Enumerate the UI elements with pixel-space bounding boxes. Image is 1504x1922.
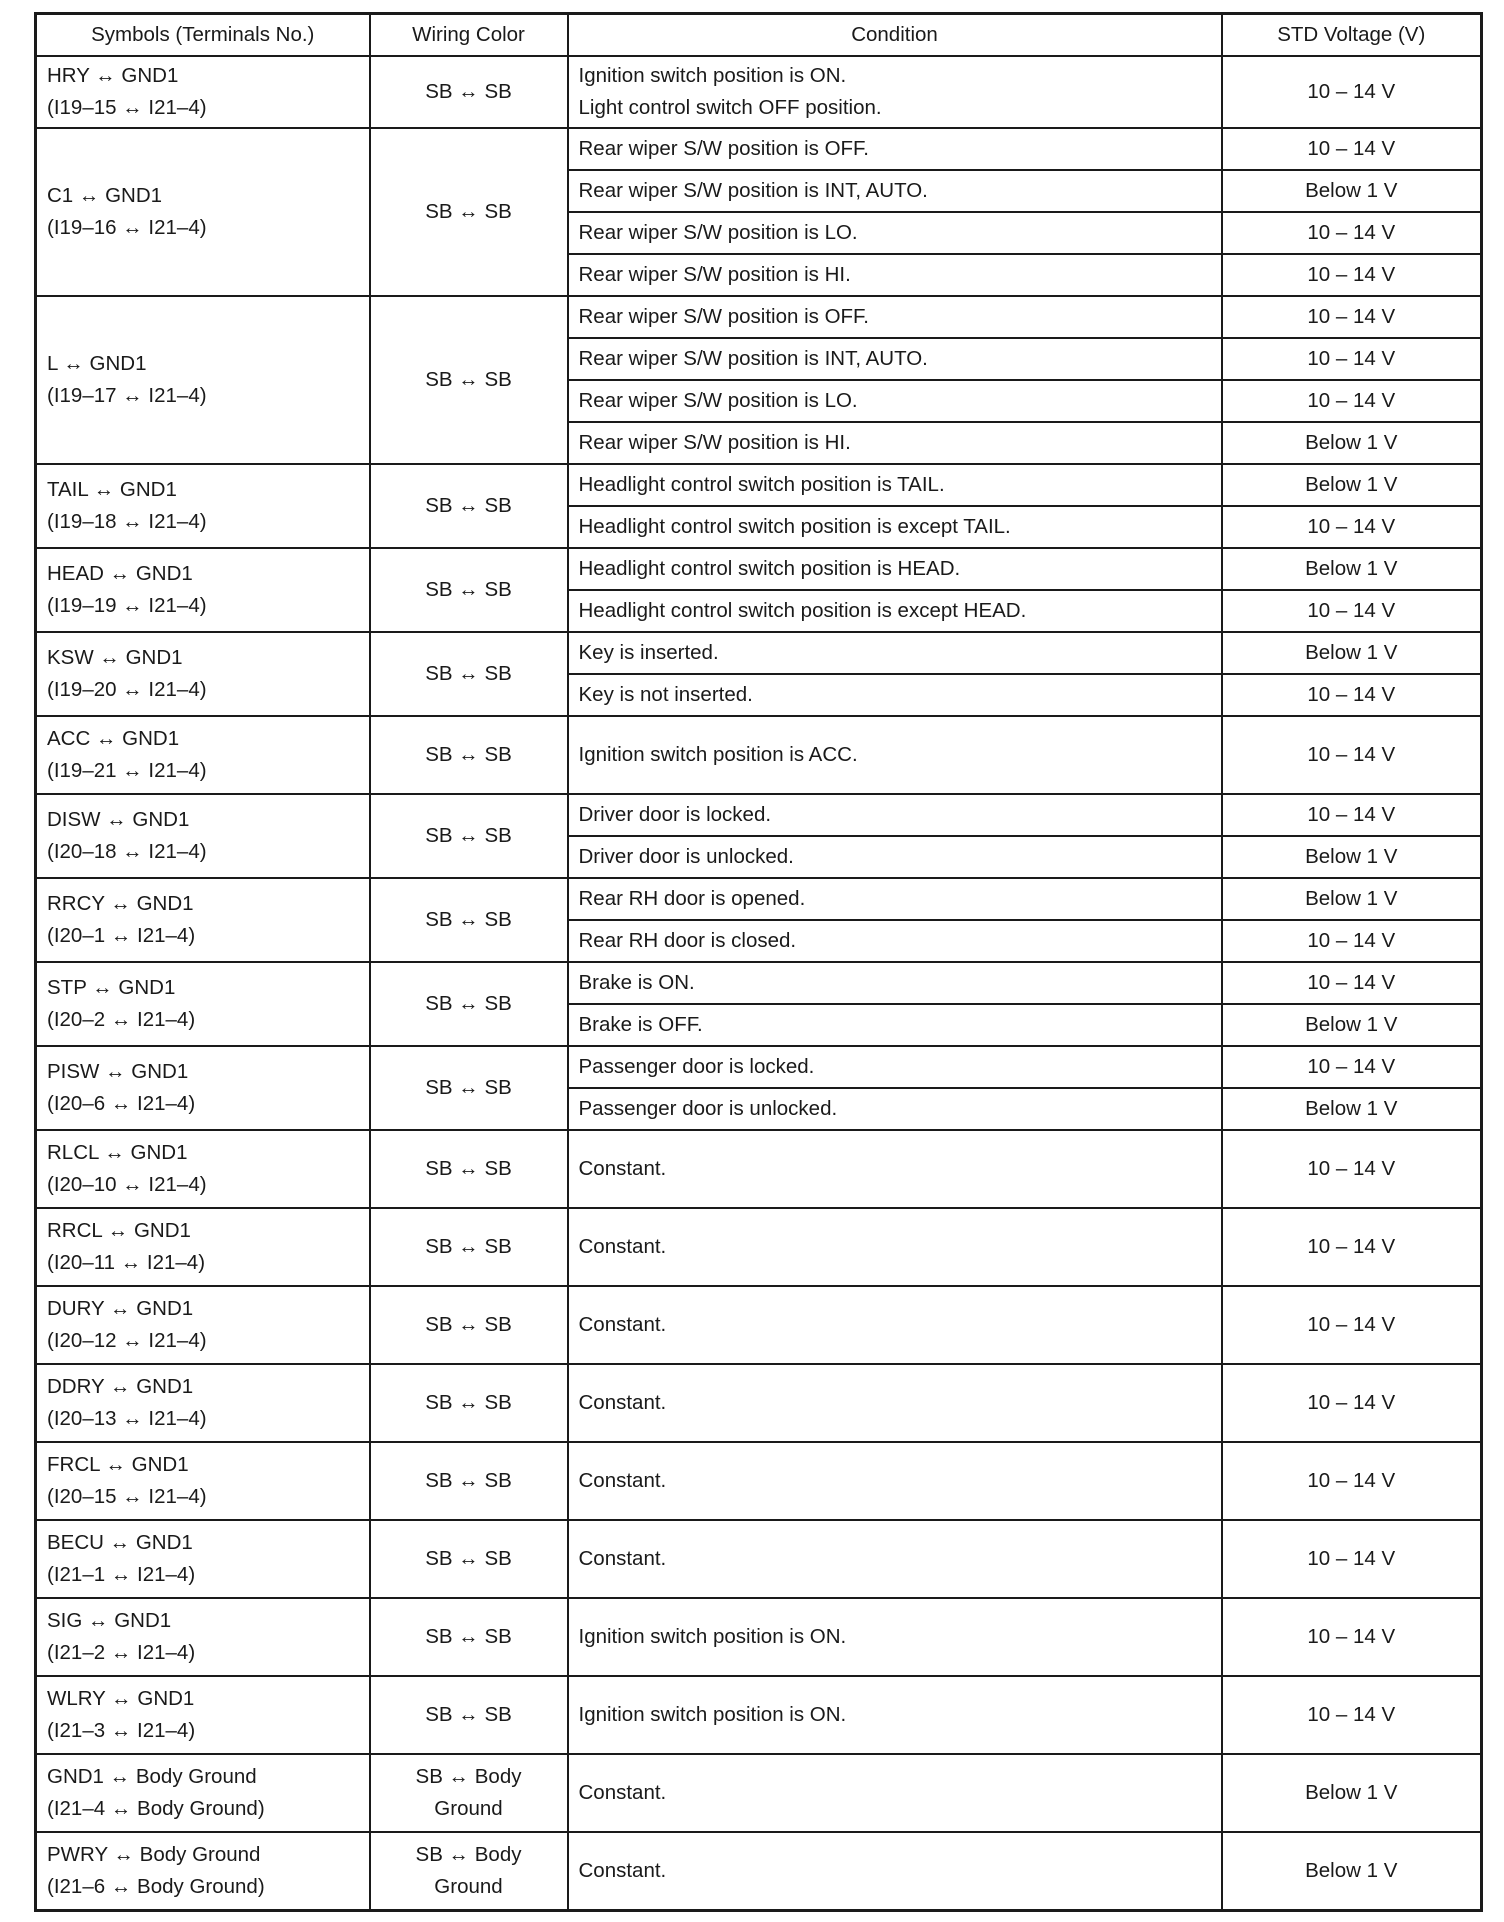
condition-text: Headlight control switch position is except TAIL. <box>578 515 1011 538</box>
table-row <box>36 464 1482 506</box>
table-row <box>36 1130 1482 1208</box>
symbol-cell <box>36 962 370 1046</box>
symbol-cell <box>36 548 370 632</box>
std-voltage-cell: Below 1 V <box>1222 878 1482 920</box>
table-row <box>36 128 1482 170</box>
table-row <box>36 716 1482 794</box>
condition-cell <box>568 632 1222 674</box>
symbol-name: L ↔ GND1 <box>47 352 147 375</box>
wiring-color-cell <box>370 1442 568 1520</box>
symbol-cell <box>36 1676 370 1754</box>
table-row <box>36 1676 1482 1754</box>
header-wiring-color: Wiring Color <box>370 14 568 57</box>
condition-text: Passenger door is locked. <box>578 1055 815 1078</box>
wiring-color-text: Ground <box>434 1874 503 1898</box>
std-voltage-cell: 10 – 14 V <box>1222 380 1482 422</box>
condition-cell <box>568 1520 1222 1598</box>
wiring-color-text: SB ↔ SB <box>425 368 512 391</box>
header-std-voltage: STD Voltage (V) <box>1222 14 1482 57</box>
std-voltage-cell: 10 – 14 V <box>1222 1364 1482 1442</box>
std-voltage-cell: 10 – 14 V <box>1222 1520 1482 1598</box>
terminal-numbers: (I19–16 ↔ I21–4) <box>47 216 207 239</box>
std-voltage-cell: Below 1 V <box>1222 1754 1482 1832</box>
std-voltage-cell: 10 – 14 V <box>1222 794 1482 836</box>
symbol-name: RRCL ↔ GND1 <box>47 1219 191 1242</box>
terminal-numbers: (I20–18 ↔ I21–4) <box>47 840 207 863</box>
condition-cell <box>568 962 1222 1004</box>
symbol-name: HRY ↔ GND1 <box>47 64 179 87</box>
symbol-name: TAIL ↔ GND1 <box>47 478 177 501</box>
std-voltage-cell: 10 – 14 V <box>1222 962 1482 1004</box>
symbol-cell <box>36 56 370 128</box>
symbol-cell <box>36 878 370 962</box>
wiring-color-text: SB ↔ SB <box>425 578 512 601</box>
std-voltage-cell: 10 – 14 V <box>1222 506 1482 548</box>
condition-text: Rear wiper S/W position is HI. <box>578 263 851 286</box>
condition-cell <box>568 128 1222 170</box>
std-voltage-cell: 10 – 14 V <box>1222 128 1482 170</box>
wiring-color-cell <box>370 1286 568 1364</box>
condition-cell <box>568 56 1222 128</box>
symbol-name: STP ↔ GND1 <box>47 976 176 999</box>
std-voltage-cell: 10 – 14 V <box>1222 590 1482 632</box>
wiring-color-cell <box>370 548 568 632</box>
wiring-color-text: SB ↔ SB <box>425 1469 512 1492</box>
terminal-numbers: (I20–6 ↔ I21–4) <box>47 1092 196 1115</box>
table-body <box>36 56 1482 1910</box>
wiring-color-cell <box>370 1520 568 1598</box>
symbol-cell <box>36 1754 370 1832</box>
wiring-color-cell <box>370 296 568 464</box>
wiring-color-text: Ground <box>434 1797 503 1820</box>
wiring-color-text: SB ↔ SB <box>425 1703 512 1726</box>
std-voltage-cell: 10 – 14 V <box>1222 1130 1482 1208</box>
wiring-color-cell <box>370 1598 568 1676</box>
table-row <box>36 1754 1482 1832</box>
condition-text: Brake is OFF. <box>578 1013 703 1036</box>
condition-cell <box>568 836 1222 878</box>
terminal-numbers: (I20–15 ↔ I21–4) <box>47 1485 207 1508</box>
condition-text: Ignition switch position is ON. <box>578 64 847 87</box>
wiring-color-cell <box>370 632 568 716</box>
symbol-name: ACC ↔ GND1 <box>47 727 180 750</box>
std-voltage-cell: 10 – 14 V <box>1222 338 1482 380</box>
symbol-name: FRCL ↔ GND1 <box>47 1453 189 1476</box>
symbol-cell <box>36 632 370 716</box>
std-voltage-cell: 10 – 14 V <box>1222 1598 1482 1676</box>
condition-text: Ignition switch position is ON. <box>578 1625 847 1648</box>
std-voltage-cell: 10 – 14 V <box>1222 674 1482 716</box>
wiring-color-text: SB ↔ SB <box>425 1547 512 1570</box>
condition-cell <box>568 794 1222 836</box>
wiring-color-text: SB ↔ SB <box>425 1313 512 1336</box>
terminal-numbers: (I19–19 ↔ I21–4) <box>47 594 207 617</box>
condition-text: Rear wiper S/W position is INT, AUTO. <box>578 347 928 370</box>
wiring-color-text: SB ↔ SB <box>425 1391 512 1414</box>
terminal-numbers: (I21–1 ↔ I21–4) <box>47 1563 196 1586</box>
wiring-color-text: SB ↔ SB <box>425 80 512 103</box>
condition-text: Rear wiper S/W position is LO. <box>578 389 858 412</box>
std-voltage-cell: Below 1 V <box>1222 1004 1482 1046</box>
terminal-numbers: (I19–17 ↔ I21–4) <box>47 384 207 407</box>
terminal-numbers: (I20–13 ↔ I21–4) <box>47 1407 207 1430</box>
std-voltage-cell: 10 – 14 V <box>1222 296 1482 338</box>
wiring-color-text: SB ↔ Body <box>415 1765 522 1788</box>
wiring-color-text: SB ↔ SB <box>425 908 512 931</box>
condition-cell <box>568 1754 1222 1832</box>
std-voltage-cell: 10 – 14 V <box>1222 212 1482 254</box>
symbol-name: BECU ↔ GND1 <box>47 1531 193 1554</box>
condition-text: Rear wiper S/W position is OFF. <box>578 137 869 160</box>
condition-cell <box>568 1832 1222 1910</box>
symbol-name: SIG ↔ GND1 <box>47 1609 172 1632</box>
condition-cell <box>568 1442 1222 1520</box>
condition-text: Constant. <box>578 1858 667 1882</box>
wiring-color-text: SB ↔ SB <box>425 992 512 1015</box>
std-voltage-cell: Below 1 V <box>1222 170 1482 212</box>
terminal-numbers: (I19–15 ↔ I21–4) <box>47 96 207 119</box>
symbol-cell <box>36 464 370 548</box>
condition-text: Headlight control switch position is TAIL. <box>578 473 945 496</box>
symbol-name: RLCL ↔ GND1 <box>47 1141 188 1164</box>
symbol-name: DISW ↔ GND1 <box>47 808 190 831</box>
std-voltage-cell: 10 – 14 V <box>1222 920 1482 962</box>
condition-text: Key is not inserted. <box>578 683 753 706</box>
wiring-color-cell <box>370 1208 568 1286</box>
condition-text: Rear wiper S/W position is INT, AUTO. <box>578 179 928 202</box>
wiring-color-text: SB ↔ SB <box>425 494 512 517</box>
condition-text: Rear wiper S/W position is OFF. <box>578 305 869 328</box>
wiring-color-cell <box>370 716 568 794</box>
condition-cell <box>568 716 1222 794</box>
std-voltage-cell: Below 1 V <box>1222 548 1482 590</box>
symbol-cell <box>36 1286 370 1364</box>
terminal-numbers: (I19–18 ↔ I21–4) <box>47 510 207 533</box>
table-row <box>36 56 1482 128</box>
symbol-cell <box>36 128 370 296</box>
std-voltage-cell: Below 1 V <box>1222 836 1482 878</box>
table-row <box>36 962 1482 1004</box>
wiring-color-cell <box>370 128 568 296</box>
terminal-numbers: (I20–12 ↔ I21–4) <box>47 1329 207 1352</box>
symbol-name: WLRY ↔ GND1 <box>47 1687 195 1710</box>
symbol-cell <box>36 1442 370 1520</box>
terminal-numbers: (I20–2 ↔ I21–4) <box>47 1008 196 1031</box>
terminal-numbers: (I20–10 ↔ I21–4) <box>47 1173 207 1196</box>
wiring-color-cell <box>370 1046 568 1130</box>
condition-text: Passenger door is unlocked. <box>578 1097 838 1120</box>
condition-text: Ignition switch position is ON. <box>578 1703 847 1726</box>
wiring-color-cell <box>370 1754 568 1832</box>
terminal-numbers: (I20–1 ↔ I21–4) <box>47 924 196 947</box>
condition-text: Rear wiper S/W position is LO. <box>578 221 858 244</box>
table-row <box>36 1598 1482 1676</box>
condition-text: Key is inserted. <box>578 641 719 664</box>
wiring-color-cell <box>370 464 568 548</box>
terminal-numbers: (I19–21 ↔ I21–4) <box>47 759 207 782</box>
std-voltage-cell: 10 – 14 V <box>1222 1046 1482 1088</box>
condition-text: Ignition switch position is ACC. <box>578 743 858 766</box>
condition-cell <box>568 590 1222 632</box>
terminal-numbers: (I21–3 ↔ I21–4) <box>47 1719 196 1742</box>
table-row <box>36 1832 1482 1910</box>
condition-cell <box>568 1364 1222 1442</box>
condition-text: Constant. <box>578 1313 667 1336</box>
symbol-name: PISW ↔ GND1 <box>47 1060 189 1083</box>
condition-text: Light control switch OFF position. <box>578 96 882 119</box>
condition-cell <box>568 1046 1222 1088</box>
std-voltage-cell: 10 – 14 V <box>1222 1442 1482 1520</box>
condition-text: Driver door is unlocked. <box>578 845 794 868</box>
table-row <box>36 1520 1482 1598</box>
table-row <box>36 548 1482 590</box>
condition-cell <box>568 212 1222 254</box>
symbol-name: DURY ↔ GND1 <box>47 1297 194 1320</box>
table-row <box>36 1286 1482 1364</box>
std-voltage-cell: Below 1 V <box>1222 1088 1482 1130</box>
condition-cell <box>568 380 1222 422</box>
condition-cell <box>568 1004 1222 1046</box>
wiring-color-text: SB ↔ Body <box>415 1842 522 1866</box>
std-voltage-cell: 10 – 14 V <box>1222 1676 1482 1754</box>
terminal-numbers: (I19–20 ↔ I21–4) <box>47 678 207 701</box>
table-row <box>36 1046 1482 1088</box>
terminal-numbers: (I21–6 ↔ Body Ground) <box>47 1874 265 1898</box>
condition-cell <box>568 422 1222 464</box>
std-voltage-cell: 10 – 14 V <box>1222 254 1482 296</box>
std-voltage-cell: Below 1 V <box>1222 632 1482 674</box>
table-row <box>36 1208 1482 1286</box>
symbol-cell <box>36 296 370 464</box>
header-symbols: Symbols (Terminals No.) <box>36 14 370 57</box>
condition-cell <box>568 1676 1222 1754</box>
condition-cell <box>568 338 1222 380</box>
table-row <box>36 1364 1482 1442</box>
condition-cell <box>568 464 1222 506</box>
table-row <box>36 878 1482 920</box>
table-row <box>36 632 1482 674</box>
condition-cell <box>568 1598 1222 1676</box>
wiring-color-cell <box>370 1364 568 1442</box>
condition-cell <box>568 1286 1222 1364</box>
terminal-numbers: (I21–2 ↔ I21–4) <box>47 1641 196 1664</box>
condition-text: Headlight control switch position is except HEAD. <box>578 599 1027 622</box>
wiring-color-text: SB ↔ SB <box>425 662 512 685</box>
condition-cell <box>568 170 1222 212</box>
wiring-color-text: SB ↔ SB <box>425 743 512 766</box>
condition-cell <box>568 1208 1222 1286</box>
symbol-cell <box>36 794 370 878</box>
symbol-cell <box>36 1364 370 1442</box>
table-row <box>36 794 1482 836</box>
wiring-color-cell <box>370 1676 568 1754</box>
symbol-cell <box>36 1598 370 1676</box>
wiring-color-text: SB ↔ SB <box>425 824 512 847</box>
header-row <box>36 14 1482 57</box>
wiring-color-cell <box>370 878 568 962</box>
symbol-name: HEAD ↔ GND1 <box>47 562 193 585</box>
condition-cell <box>568 920 1222 962</box>
condition-text: Driver door is locked. <box>578 803 772 826</box>
wiring-color-text: SB ↔ SB <box>425 1235 512 1258</box>
symbol-cell <box>36 1130 370 1208</box>
condition-cell <box>568 1088 1222 1130</box>
wiring-color-text: SB ↔ SB <box>425 1076 512 1099</box>
symbol-name: RRCY ↔ GND1 <box>47 892 194 915</box>
condition-text: Constant. <box>578 1469 667 1492</box>
symbol-cell <box>36 1046 370 1130</box>
symbol-cell <box>36 1832 370 1910</box>
table-row <box>36 1442 1482 1520</box>
terminal-numbers: (I20–11 ↔ I21–4) <box>47 1251 206 1274</box>
std-voltage-cell: Below 1 V <box>1222 464 1482 506</box>
std-voltage-cell: Below 1 V <box>1222 1832 1482 1910</box>
condition-text: Constant. <box>578 1781 667 1804</box>
wiring-color-cell <box>370 794 568 878</box>
condition-text: Constant. <box>578 1235 667 1258</box>
condition-cell <box>568 506 1222 548</box>
symbol-cell <box>36 1520 370 1598</box>
table-row <box>36 296 1482 338</box>
symbol-name: DDRY ↔ GND1 <box>47 1375 194 1398</box>
wiring-color-cell <box>370 1832 568 1910</box>
std-voltage-cell: 10 – 14 V <box>1222 1208 1482 1286</box>
condition-cell <box>568 254 1222 296</box>
condition-text: Constant. <box>578 1157 667 1180</box>
condition-cell <box>568 1130 1222 1208</box>
std-voltage-cell: 10 – 14 V <box>1222 56 1482 128</box>
condition-cell <box>568 674 1222 716</box>
wiring-color-cell <box>370 1130 568 1208</box>
symbol-cell <box>36 1208 370 1286</box>
symbol-cell <box>36 716 370 794</box>
wiring-color-cell <box>370 962 568 1046</box>
condition-text: Constant. <box>578 1547 667 1570</box>
condition-text: Constant. <box>578 1391 667 1414</box>
condition-cell <box>568 878 1222 920</box>
header-condition: Condition <box>568 14 1222 57</box>
std-voltage-cell: 10 – 14 V <box>1222 1286 1482 1364</box>
wiring-color-text: SB ↔ SB <box>425 1625 512 1648</box>
wiring-color-text: SB ↔ SB <box>425 1157 512 1180</box>
condition-text: Rear RH door is closed. <box>578 929 797 952</box>
std-voltage-cell: 10 – 14 V <box>1222 716 1482 794</box>
condition-text: Headlight control switch position is HEAD. <box>578 557 961 580</box>
condition-cell <box>568 296 1222 338</box>
wiring-color-text: SB ↔ SB <box>425 200 512 223</box>
condition-text: Rear RH door is opened. <box>578 887 806 910</box>
symbol-name: C1 ↔ GND1 <box>47 184 163 207</box>
condition-text: Rear wiper S/W position is HI. <box>578 431 851 454</box>
wiring-color-cell <box>370 56 568 128</box>
condition-cell <box>568 548 1222 590</box>
symbol-name: PWRY ↔ Body Ground <box>47 1842 261 1866</box>
symbol-name: GND1 ↔ Body Ground <box>47 1765 257 1788</box>
terminal-numbers: (I21–4 ↔ Body Ground) <box>47 1797 265 1820</box>
voltage-inspection-table <box>34 12 1483 1912</box>
std-voltage-cell: Below 1 V <box>1222 422 1482 464</box>
condition-text: Brake is ON. <box>578 971 695 994</box>
symbol-name: KSW ↔ GND1 <box>47 646 183 669</box>
